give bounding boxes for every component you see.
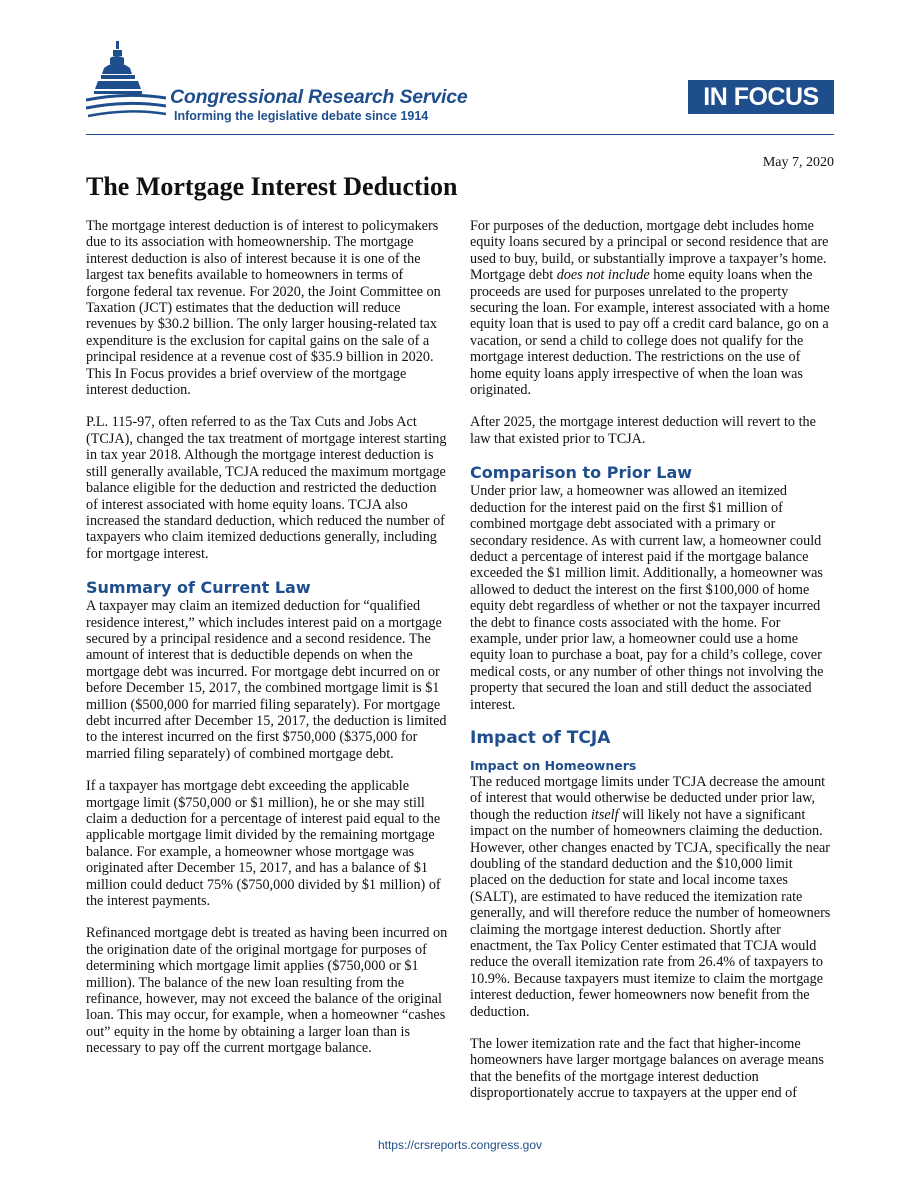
left-column [86, 218, 448, 1073]
header-divider [86, 134, 834, 135]
text-run: The reduced mortgage limits under TCJA decrease the amount of interest that would otherwise be deducted under prior law, though the reduction [470, 773, 826, 823]
text-run: will likely not have a significant impact on the number of homeowners claiming the deduction. However, other changes enacted by TCJA, specifically the near doubling of the standard deduction and the $10,000 limit placed on the deduction for state and local income taxes (SALT), are estimated to have reduced the itemization rate generally, and will therefore reduce the number of homeowners claiming the mortgage interest deduction. Shortly after enactment, the Tax Policy Center estimated that TCJA would reduce the overall itemization rate from 26.4% of taxpayers to 10.9%. Because taxpayers must itemize to claim the mortgage interest deduction, fewer homeowners now benefit from the deduction. [470, 806, 831, 1020]
footer-url[interactable]: https://crsreports.congress.gov [377, 1138, 543, 1152]
section-heading-comparison: Comparison to Prior Law [470, 463, 693, 483]
text-run: For purposes of the deduction, mortgage debt includes home equity loans secured by a principal or second residence that are used to buy, build, or substantially improve a taxpayer’s home. Mortgage debt [470, 218, 829, 284]
tcja-paragraph: P.L. 115-97, often referred to as the Tax Cuts and Jobs Act (TCJA), changed the tax treatment of mortgage interest starting in tax year 2018. Although the mortgage interest deduction is still generally available, TCJA reduced the maximum mortgage balance eligible for the deduction and restricted the deduction of interest associated with home equity loans. TCJA also increased the standard deduction, which reduced the number of taxpayers who claim itemized deductions generally, including for mortgage interest. [86, 414, 447, 562]
in-focus-badge: IN FOCUS [688, 80, 834, 114]
publication-date: May 7, 2020 [762, 155, 834, 170]
subsection-heading-homeowners: Impact on Homeowners [470, 757, 637, 773]
body-paragraph [470, 774, 832, 1020]
section-heading-impact: Impact of TCJA [470, 727, 611, 748]
body-paragraph: After 2025, the mortgage interest deduction will revert to the law that existed prior to TCJA. [470, 414, 816, 447]
org-tagline: Informing the legislative debate since 1914 [174, 109, 429, 123]
text-run: home equity loans when the proceeds are used for purposes unrelated to the property securing the loan. For example, interest associated with a home equity loan that is used to pay off a credit card balance, go on a vacation, or send a child to college does not qualify for the mortgage interest deduction. The restrictions on the use of home equity loans apply irrespective of when the loan was originated. [470, 267, 830, 399]
body-paragraph [470, 218, 832, 398]
body-paragraph: Refinanced mortgage debt is treated as having been incurred on the origination date of the original mortgage for purposes of determining which mortgage limit applies ($750,000 or $1 million). The balance of the new loan resulting from the refinance, however, may not exceed the balance of the original loan. This may occur, for example, when a homeowner “cashes out” equity in the home by obtaining a larger loan than is necessary to pay off the current mortgage balance. [86, 925, 448, 1057]
right-column [470, 218, 832, 1118]
capitol-dome-logo [86, 38, 170, 138]
emphasis-text: itself [590, 806, 619, 823]
page-title: The Mortgage Interest Deduction [86, 172, 458, 201]
section-heading-summary: Summary of Current Law [86, 578, 311, 598]
header [86, 38, 834, 138]
intro-paragraph: The mortgage interest deduction is of interest to policymakers due to its association with homeownership. The mortgage interest deduction is also of interest because it is one of the largest tax benefits available to homeowners in terms of forgone federal tax revenue. For 2020, the Joint Committee on Taxation (JCT) estimates that the deduction will reduce revenues by $30.2 billion. The only larger housing-related tax expenditure is the exclusion for capital gains on the sale of a principal residence at a revenue cost of $35.9 billion in 2020. This In Focus provides a brief overview of the mortgage interest deduction. [86, 218, 441, 399]
body-paragraph: If a taxpayer has mortgage debt exceeding the applicable mortgage limit ($750,000 or $1 million), he or she may still claim a deduction for a percentage of interest paid equal to the applicable mortgage limit divided by the remaining mortgage balance. For example, a homeowner whose mortgage was originated after December 15, 2017, and has a balance of $1 million could deduct 75% ($750,000 divided by $1 million) of the interest payments. [86, 778, 441, 910]
body-paragraph: Under prior law, a homeowner was allowed an itemized deduction for the interest paid on the first $1 million of combined mortgage debt associated with a primary or secondary residence. As with current law, a homeowner could deduct a percentage of interest paid if the mortgage balance exceeded the $1 million limit. Additionally, a homeowner was allowed to deduct the interest on the first $100,000 of home equity debt regardless of whether or not the taxpayer incurred the debt to finance costs associated with the home. For example, under prior law, a homeowner could use a home equity loan to purchase a boat, pay for a child’s college, cover medical costs, or any number of other things not involving the property that secured the loan and still deduct the associated interest. [470, 483, 824, 713]
body-paragraph: The lower itemization rate and the fact that higher-income homeowners have larger mortgage balances on average means that the benefits of the mortgage interest deduction disproportionately accrue to taxpayers at the upper end of [470, 1036, 824, 1102]
org-name: Congressional Research Service [170, 86, 468, 108]
emphasis-text: does not include [556, 267, 650, 284]
body-paragraph: A taxpayer may claim an itemized deduction for “qualified residence interest,” which includes interest paid on a mortgage secured by a principal residence and a second residence. The amount of interest that is deductible depends on when the mortgage debt was incurred. For mortgage debt incurred on or before December 15, 2017, the combined mortgage limit is $1 million ($500,000 for married filing separately). For mortgage debt incurred after December 15, 2017, the deduction is limited to the interest incurred on the first $750,000 ($375,000 for married filing separately) of combined mortgage debt. [86, 598, 447, 762]
